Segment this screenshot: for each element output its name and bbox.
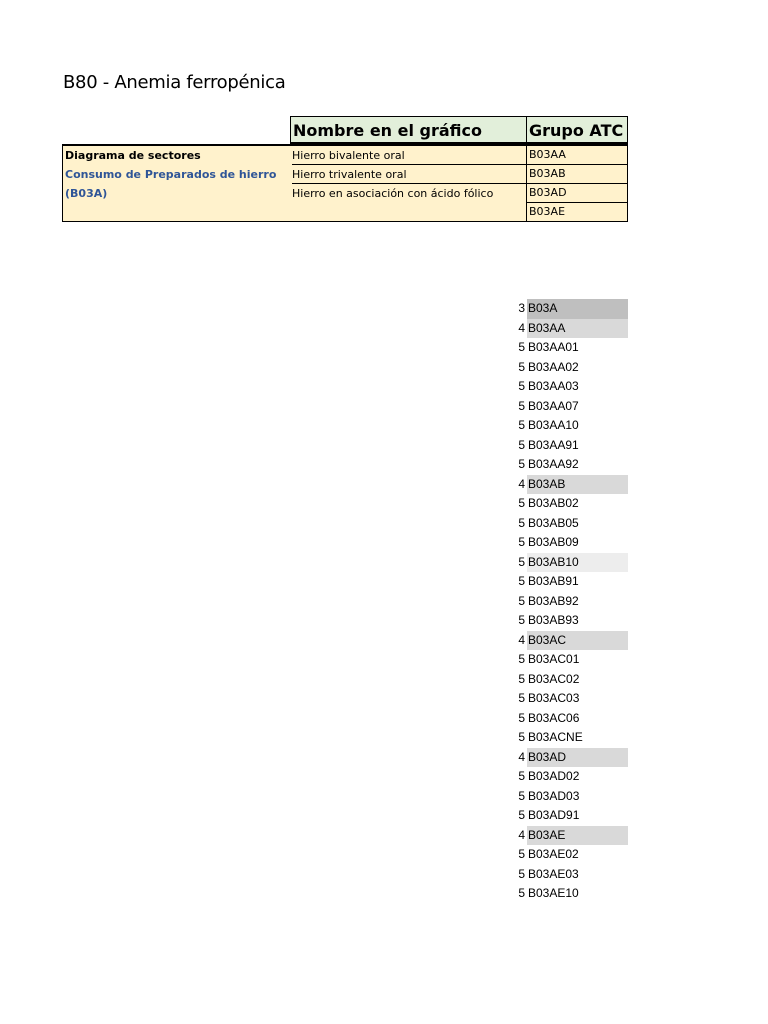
atc-list-row: [510, 553, 628, 573]
atc-list-row: [510, 455, 628, 475]
atc-list-row: [510, 436, 628, 456]
atc-list-row: [510, 338, 628, 358]
atc-code: B03AE03: [528, 866, 579, 881]
atc-code: B03AB09: [528, 535, 579, 549]
atc-level: 4: [518, 632, 525, 647]
atc-level: 4: [518, 320, 525, 335]
atc-code: B03AA92: [528, 457, 579, 471]
atc-level: 5: [518, 554, 525, 569]
name-cell: Hierro bivalente oral: [292, 146, 526, 165]
atc-level: 5: [518, 808, 525, 822]
atc-level: 5: [518, 340, 525, 354]
atc-level: 5: [518, 671, 525, 686]
atc-cell: B03AD: [527, 184, 627, 203]
atc-code: B03AA02: [528, 359, 579, 374]
atc-list-row: [510, 475, 628, 495]
atc-level: 5: [518, 691, 525, 705]
atc-level: 5: [518, 535, 525, 549]
atc-level: 5: [518, 418, 525, 432]
atc-list-row: [510, 319, 628, 339]
atc-list-row: [510, 767, 628, 787]
atc-code: B03AB92: [528, 593, 579, 608]
atc-code: B03AB05: [528, 515, 579, 530]
atc-code-list: [510, 299, 628, 904]
chart-info-cell: [62, 144, 291, 222]
chart-description-line2: (B03A): [65, 187, 108, 200]
atc-level: 5: [518, 886, 525, 900]
atc-code: B03AB10: [527, 553, 628, 573]
atc-level: 5: [518, 847, 525, 861]
atc-list-row: [510, 631, 628, 651]
atc-list-row: [510, 514, 628, 534]
atc-code: B03AB93: [528, 613, 579, 627]
atc-list-row: [510, 397, 628, 417]
atc-list-row: [510, 787, 628, 807]
atc-cell: B03AE: [529, 205, 566, 218]
atc-list-row: [510, 611, 628, 631]
atc-level: 3: [518, 301, 525, 315]
atc-code: B03AD03: [528, 788, 580, 803]
atc-code: B03AE02: [528, 847, 579, 861]
atc-list-row: [510, 533, 628, 553]
atc-code: B03AE: [527, 826, 628, 846]
atc-list-row: [510, 572, 628, 592]
atc-level: 5: [518, 496, 525, 510]
atc-code: B03AE10: [528, 886, 579, 900]
atc-level: 5: [518, 710, 525, 725]
atc-list-row: [510, 709, 628, 729]
atc-code: B03AA91: [528, 437, 579, 452]
atc-code: B03AC03: [528, 691, 580, 705]
atc-list-row: [510, 865, 628, 885]
atc-list-row: [510, 670, 628, 690]
atc-level: 5: [518, 769, 525, 783]
atc-code: B03AC: [527, 631, 628, 651]
atc-level: 5: [518, 613, 525, 627]
atc-code: B03AB91: [528, 574, 579, 588]
name-cell: Hierro en asociación con ácido fólico: [292, 187, 494, 200]
atc-code: B03AD02: [528, 769, 580, 783]
atc-level: 4: [518, 749, 525, 764]
atc-code: B03AC01: [528, 652, 580, 666]
atc-code: B03AA: [527, 319, 628, 339]
atc-list-row: [510, 689, 628, 709]
atc-code: B03ACNE: [528, 730, 583, 744]
atc-list-row: [510, 592, 628, 612]
atc-level: 5: [518, 652, 525, 666]
atc-code: B03A: [527, 299, 628, 319]
atc-code: B03AC02: [528, 671, 580, 686]
atc-list-row: [510, 358, 628, 378]
atc-list-row: [510, 806, 628, 826]
atc-code: B03AB02: [528, 496, 579, 510]
atc-level: 5: [518, 359, 525, 374]
atc-level: 5: [518, 593, 525, 608]
atc-cell: B03AA: [527, 146, 627, 165]
atc-level: 5: [518, 515, 525, 530]
atc-level: 5: [518, 574, 525, 588]
page-title: B80 - Anemia ferropénica: [63, 72, 286, 93]
atc-code: B03AA03: [528, 379, 579, 393]
atc-list-row: [510, 650, 628, 670]
atc-level: 5: [518, 457, 525, 471]
atc-level: 4: [518, 476, 525, 491]
atc-code: B03AA10: [528, 418, 579, 432]
atc-level: 5: [518, 788, 525, 803]
atc-column: [527, 144, 628, 222]
atc-list-row: [510, 299, 628, 319]
header-name-column: Nombre en el gráfico: [290, 116, 527, 144]
atc-cell: B03AB: [527, 165, 627, 184]
name-column: [290, 144, 527, 222]
atc-level: 5: [518, 730, 525, 744]
chart-description-line1: Consumo de Preparados de hierro: [65, 168, 277, 181]
atc-level: 5: [518, 379, 525, 393]
atc-code: B03AB: [527, 475, 628, 495]
atc-level: 5: [518, 437, 525, 452]
atc-code: B03AC06: [528, 710, 580, 725]
atc-list-row: [510, 728, 628, 748]
chart-type-label: Diagrama de sectores: [65, 149, 201, 162]
atc-list-row: [510, 494, 628, 514]
atc-list-row: [510, 826, 628, 846]
atc-list-row: [510, 884, 628, 904]
header-atc-column: Grupo ATC: [527, 116, 628, 144]
name-cell: Hierro trivalente oral: [292, 165, 526, 184]
atc-code: B03AD: [527, 748, 628, 768]
atc-code: B03AD91: [528, 808, 580, 822]
atc-list-row: [510, 845, 628, 865]
atc-list-row: [510, 748, 628, 768]
atc-level: 5: [518, 398, 525, 413]
atc-level: 5: [518, 866, 525, 881]
atc-code: B03AA07: [528, 398, 579, 413]
atc-code: B03AA01: [528, 340, 579, 354]
atc-list-row: [510, 377, 628, 397]
atc-list-row: [510, 416, 628, 436]
atc-level: 4: [518, 827, 525, 842]
